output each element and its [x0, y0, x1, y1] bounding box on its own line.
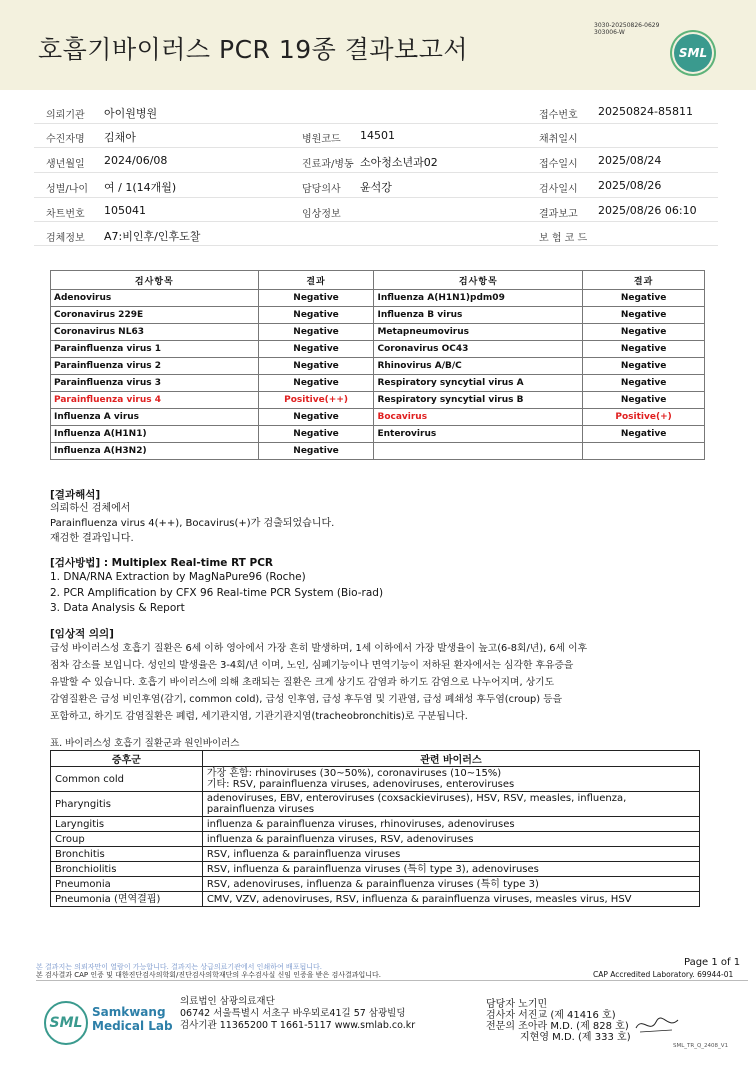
test-item-cell: Rhinovirus A/B/C — [374, 358, 583, 375]
result-cell: Negative — [583, 392, 705, 409]
receipt-date-label: 접수일시 — [539, 159, 578, 170]
signatures — [486, 999, 631, 1043]
column-header: 관련 바이러스 — [202, 751, 699, 767]
specimen-value: A7:비인후/인후도찰 — [104, 230, 201, 243]
test-item-cell: Parainfluenza virus 2 — [51, 358, 259, 375]
sex-age-label: 성별/나이 — [46, 184, 89, 195]
footer-note-2: 본 검사결과 CAP 인증 및 대한진단검사의학회/진단검사의학재단의 우수검사실 신임 인증을 받은 검사결과입니다. — [36, 971, 382, 979]
hospital-code-value: 14501 — [360, 129, 395, 142]
table-row — [51, 409, 705, 426]
lab-name — [92, 1005, 173, 1033]
result-cell: Negative — [258, 443, 374, 460]
clinical-line: 포함하고, 하기도 감염질환은 폐렴, 세기관지염, 기관기관지염(tracheobronchitis)로 구분됩니다. — [50, 711, 468, 722]
test-item-cell: Respiratory syncytial virus B — [374, 392, 583, 409]
table-row — [51, 862, 700, 877]
table-row — [51, 324, 705, 341]
sex-age-value: 여 / 1(14개월) — [104, 181, 177, 194]
result-cell: Negative — [258, 358, 374, 375]
table-row — [51, 792, 700, 817]
divider — [34, 147, 718, 148]
report-header — [0, 0, 756, 90]
dob-value: 2024/06/08 — [104, 154, 168, 167]
table-row — [51, 877, 700, 892]
name-value: 김채아 — [104, 131, 136, 144]
report-date-label: 결과보고 — [539, 209, 578, 220]
syndrome-cell: Bronchitis — [51, 847, 203, 862]
clinical-significance-heading: [임상적 의의] — [50, 628, 114, 640]
test-item-cell: Influenza A(H1N1) — [51, 426, 259, 443]
column-header: 검사항목 — [374, 271, 583, 290]
interpretation-line: Parainfluenza virus 4(++), Bocavirus(+)가 검출되었습니다. — [50, 518, 335, 529]
method-line: 3. Data Analysis & Report — [50, 602, 185, 614]
viruses-line: influenza & parainfluenza viruses, rhinoviruses, adenoviruses — [206, 818, 515, 830]
table-row — [51, 375, 705, 392]
signature-line: 전문의 조아라 M.D. (제 828 호) — [486, 1021, 629, 1032]
table-row — [51, 307, 705, 324]
table-row — [51, 832, 700, 847]
method-heading: [검사방법] : Multiplex Real-time RT PCR — [50, 557, 273, 569]
institution-label: 의뢰기관 — [46, 110, 85, 121]
result-cell: Negative — [258, 290, 374, 307]
clinical-line: 유발할 수 있습니다. 호흡기 바이러스에 의해 초래되는 질환은 크게 상기도 감염과 하기도 감염으로 나누어지며, 상기도 — [50, 677, 555, 688]
viruses-line: RSV, influenza & parainfluenza viruses (특히 type 3), adenoviruses — [206, 863, 539, 875]
name-label: 수진자명 — [46, 134, 85, 145]
viruses-cell — [202, 847, 699, 862]
chart-value: 105041 — [104, 204, 146, 217]
table-row — [51, 847, 700, 862]
clinical-significance-section — [50, 626, 114, 641]
interpretation-line: 재검한 결과입니다. — [50, 533, 134, 544]
test-item-cell: Adenovirus — [51, 290, 259, 307]
specimen-label: 검체정보 — [46, 233, 85, 244]
collect-date-label: 채취일시 — [539, 134, 578, 145]
viruses-line: 가장 흔함: rhinoviruses (30~50%), coronaviruses (10~15%) — [206, 768, 502, 779]
viruses-cell — [202, 892, 699, 907]
doc-code-1: 3030-20250826-0629 — [594, 22, 660, 29]
viruses-cell — [202, 767, 699, 792]
institution-value: 아이원병원 — [104, 107, 158, 120]
result-cell: Negative — [583, 426, 705, 443]
result-cell: Negative — [258, 341, 374, 358]
column-header: 검사항목 — [51, 271, 259, 290]
result-cell: Negative — [258, 375, 374, 392]
viruses-cell — [202, 862, 699, 877]
table-row — [51, 392, 705, 409]
address-line: 검사기관 11365200 T 1661-5117 www.smlab.co.kr — [180, 1020, 416, 1031]
result-cell: Negative — [583, 324, 705, 341]
column-header: 증후군 — [51, 751, 203, 767]
test-item-cell: Coronavirus 229E — [51, 307, 259, 324]
results-table — [50, 270, 705, 460]
test-item-cell: Parainfluenza virus 1 — [51, 341, 259, 358]
test-item-cell: Parainfluenza virus 3 — [51, 375, 259, 392]
test-item-cell: Respiratory syncytial virus A — [374, 375, 583, 392]
result-cell: Negative — [258, 426, 374, 443]
viruses-cell — [202, 817, 699, 832]
table-row — [51, 817, 700, 832]
test-date-label: 검사일시 — [539, 184, 578, 195]
syndrome-cell: Common cold — [51, 767, 203, 792]
virus-table-caption: 표. 바이러스성 호흡기 질환군과 원인바이러스 — [50, 738, 240, 749]
dept-value: 소아청소년과02 — [360, 156, 438, 169]
viruses-line: adenoviruses, EBV, enteroviruses (coxsackieviruses), HSV, RSV, measles, influenza, — [206, 793, 627, 804]
page-number: Page 1 of 1 — [684, 957, 741, 968]
divider — [34, 245, 718, 246]
test-item-cell: Bocavirus — [374, 409, 583, 426]
result-cell: Negative — [583, 341, 705, 358]
table-row — [51, 443, 705, 460]
footer-note-1: 본 결과지는 의뢰자만이 열람이 가능합니다. 결과지는 상급의료기관에서 인쇄하여 배포됩니다. — [36, 963, 322, 971]
address-line: 의료법인 삼광의료재단 — [180, 996, 275, 1007]
footer-divider — [36, 980, 748, 981]
syndrome-cell: Bronchiolitis — [51, 862, 203, 877]
divider — [34, 197, 718, 198]
interpretation-section — [50, 487, 100, 502]
table-row — [51, 426, 705, 443]
table-row — [51, 892, 700, 907]
test-item-cell: Influenza A virus — [51, 409, 259, 426]
virus-table — [50, 750, 700, 907]
doc-code-2: 303006-W — [594, 29, 625, 36]
result-cell: Negative — [583, 307, 705, 324]
report-title: 호흡기바이러스 PCR 19종 결과보고서 — [38, 35, 469, 64]
syndrome-cell: Laryngitis — [51, 817, 203, 832]
table-row — [51, 358, 705, 375]
clinical-label: 임상정보 — [302, 209, 341, 220]
lab-address — [180, 996, 415, 1032]
result-cell: Negative — [258, 409, 374, 426]
doctor-label: 담당의사 — [302, 184, 341, 195]
syndrome-cell: Pneumonia (면역결핍) — [51, 892, 203, 907]
result-cell — [583, 443, 705, 460]
dept-label: 진료과/병동 — [302, 159, 354, 170]
divider — [34, 172, 718, 173]
receipt-no-label: 접수번호 — [539, 110, 578, 121]
doctor-value: 윤석강 — [360, 181, 392, 194]
clinical-significance-text — [50, 640, 710, 725]
receipt-date-value: 2025/08/24 — [598, 154, 662, 167]
form-code: SML_TR_Q_2408_V1 — [673, 1043, 729, 1049]
table-row — [51, 290, 705, 307]
result-cell: Negative — [583, 290, 705, 307]
test-item-cell: Metapneumovirus — [374, 324, 583, 341]
result-cell: Negative — [583, 358, 705, 375]
dob-label: 생년월일 — [46, 159, 85, 170]
sml-logo: SML — [674, 34, 712, 72]
viruses-cell — [202, 832, 699, 847]
test-item-cell: Influenza A(H3N2) — [51, 443, 259, 460]
viruses-line: RSV, influenza & parainfluenza viruses — [206, 848, 401, 860]
test-item-cell: Coronavirus NL63 — [51, 324, 259, 341]
signature-line: 담당자 노기민 — [486, 999, 548, 1010]
column-header: 결과 — [583, 271, 705, 290]
column-header: 결과 — [258, 271, 374, 290]
clinical-line: 점차 감소를 보입니다. 성인의 발생율은 3-4회/년 이며, 노인, 심폐기능이나 면역기능이 저하된 환자에서는 심각한 후유증을 — [50, 660, 574, 671]
table-row — [51, 341, 705, 358]
result-cell: Negative — [258, 307, 374, 324]
viruses-cell — [202, 877, 699, 892]
viruses-line: RSV, adenoviruses, influenza & parainfluenza viruses (특히 type 3) — [206, 878, 539, 890]
test-item-cell — [374, 443, 583, 460]
method-section — [50, 555, 273, 570]
report-date-value: 2025/08/26 06:10 — [598, 204, 697, 217]
test-item-cell: Enterovirus — [374, 426, 583, 443]
cap-accreditation: CAP Accredited Laboratory. 69944-01 — [593, 970, 734, 979]
method-line: 1. DNA/RNA Extraction by MagNaPure96 (Roche) — [50, 571, 306, 583]
test-item-cell: Coronavirus OC43 — [374, 341, 583, 358]
viruses-line: 기타: RSV, parainfluenza viruses, adenoviruses, enteroviruses — [206, 779, 515, 790]
viruses-line: CMV, VZV, adenoviruses, RSV, influenza & parainfluenza viruses, measles virus, HSV — [206, 893, 632, 905]
hospital-code-label: 병원코드 — [302, 134, 341, 145]
method-line: 2. PCR Amplification by CFX 96 Real-time PCR System (Bio-rad) — [50, 586, 384, 599]
syndrome-cell: Croup — [51, 832, 203, 847]
address-line: 06742 서울특별시 서초구 바우뫼로41길 57 삼광빌딩 — [180, 1008, 406, 1019]
result-cell: Positive(+) — [583, 409, 705, 426]
clinical-line: 감염질환은 급성 비인후염(감기, common cold), 급성 인후염, 급성 후두염 및 기관염, 급성 폐쇄성 후두염(croup) 등을 — [50, 694, 563, 705]
test-date-value: 2025/08/26 — [598, 179, 662, 192]
syndrome-cell: Pneumonia — [51, 877, 203, 892]
divider — [34, 221, 718, 222]
receipt-no-value: 20250824-85811 — [598, 105, 693, 118]
lab-name-line: Samkwang — [92, 1005, 166, 1019]
method-text — [50, 570, 710, 617]
handwritten-signature — [632, 1012, 682, 1038]
signature-line: 검사자 서진교 (제 41416 호) — [486, 1010, 616, 1021]
insurance-label: 보 험 코 드 — [539, 233, 588, 244]
interpretation-text — [50, 501, 710, 546]
signature-line: 지현영 M.D. (제 333 호) — [520, 1032, 631, 1043]
interpretation-line: 의뢰하신 검체에서 — [50, 503, 131, 514]
result-cell: Positive(++) — [258, 392, 374, 409]
test-item-cell: Parainfluenza virus 4 — [51, 392, 259, 409]
chart-label: 차트번호 — [46, 209, 85, 220]
result-cell: Negative — [258, 324, 374, 341]
table-row — [51, 767, 700, 792]
divider — [34, 123, 718, 124]
sml-logo-icon: SML — [44, 1001, 88, 1045]
interpretation-heading: [결과해석] — [50, 489, 101, 501]
result-cell: Negative — [583, 375, 705, 392]
viruses-cell — [202, 792, 699, 817]
syndrome-cell: Pharyngitis — [51, 792, 203, 817]
clinical-line: 급성 바이러스성 호흡기 질환은 6세 이하 영아에서 가장 흔히 발생하며, 1세 이하에서 가장 발생율이 높고(6-8회/년), 6세 이후 — [50, 643, 588, 654]
viruses-line: parainfluenza viruses — [206, 804, 315, 815]
lab-name-line: Medical Lab — [92, 1019, 173, 1033]
viruses-line: influenza & parainfluenza viruses, RSV, adenoviruses — [206, 833, 474, 845]
test-item-cell: Influenza A(H1N1)pdm09 — [374, 290, 583, 307]
test-item-cell: Influenza B virus — [374, 307, 583, 324]
